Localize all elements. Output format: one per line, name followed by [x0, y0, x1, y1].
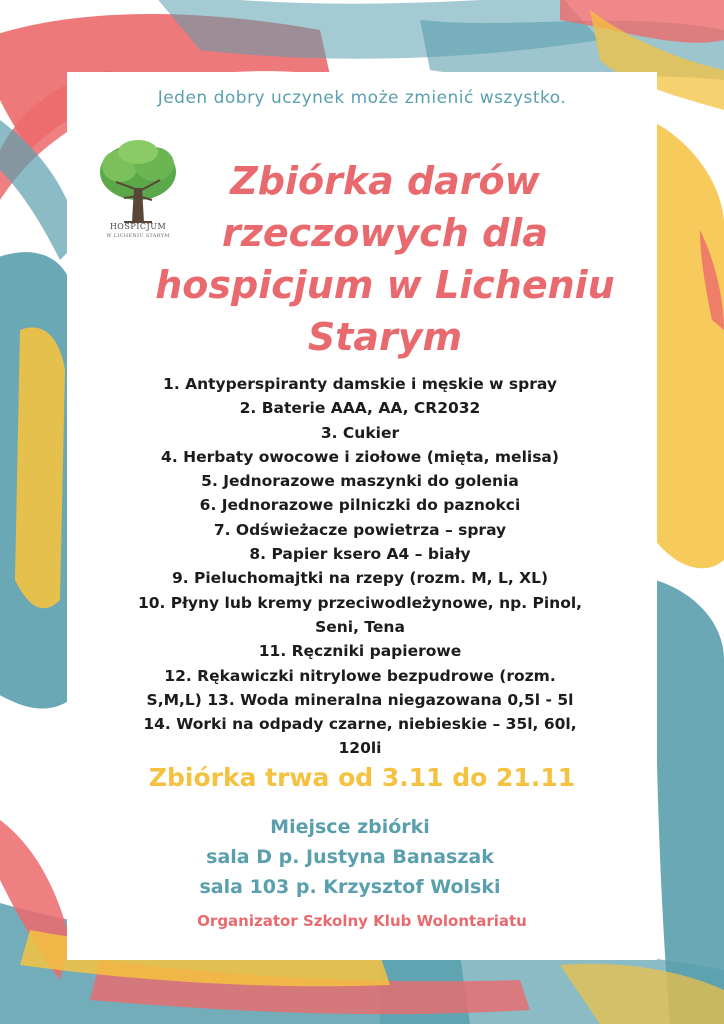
list-item: 1. Antyperspiranty damskie i męskie w spray [163, 375, 557, 393]
list-item: 11. Ręczniki papierowe [258, 642, 462, 661]
list-item: 8. Papier ksero A4 – biały [249, 545, 471, 564]
list-item: 3. Cukier [320, 423, 400, 442]
place-line: sala D p. Justyna Banaszak [206, 846, 494, 868]
collection-place [150, 812, 550, 902]
list-item: Seni, Tena [315, 617, 405, 636]
title-line: rzeczowych dla [222, 211, 548, 255]
organizer: Organizator Szkolny Klub Wolontariatu [197, 912, 527, 930]
place-heading: Miejsce zbiórki [270, 816, 430, 838]
list-item: S,M,L) 13. Woda mineralna niegazowana 0,5l - 5l [146, 690, 574, 709]
tagline: Jeden dobry uczynek może zmienić wszystko. [157, 88, 567, 108]
list-item: 4. Herbaty owocowe i ziołowe (mięta, melisa) [161, 447, 559, 466]
list-item: 12. Rękawiczki nitrylowe bezpudrowe (rozm. [164, 666, 556, 685]
list-item: 2. Baterie AAA, AA, CR2032 [239, 399, 481, 418]
list-item: 7. Odświeżacze powietrza – spray [213, 520, 507, 539]
page-title [140, 155, 630, 363]
list-item: 10. Płyny lub kremy przeciwodleżynowe, np. Pinol, [137, 593, 583, 612]
logo-subtitle: W LICHENIU STARYM [106, 233, 170, 239]
list-item: 9. Pieluchomajtki na rzepy (rozm. M, L, XL) [171, 569, 549, 588]
list-item: 5. Jednorazowe maszynki do golenia [201, 472, 519, 491]
place-line: sala 103 p. Krzysztof Wolski [199, 876, 501, 898]
list-item: 14. Worki na odpady czarne, niebieskie – 35l, 60l, [143, 715, 577, 734]
collection-dates: Zbiórka trwa od 3.11 do 21.11 [148, 763, 576, 792]
list-item: 120li [338, 739, 382, 758]
title-line: Zbiórka darów [230, 159, 540, 203]
title-line: Starym [307, 315, 463, 359]
donation-item-list [110, 372, 610, 761]
list-item: 6. Jednorazowe pilniczki do paznokci [199, 496, 521, 515]
logo-wordmark: HOSPICJUM [109, 222, 167, 231]
title-line: hospicjum w Licheniu [155, 263, 615, 307]
